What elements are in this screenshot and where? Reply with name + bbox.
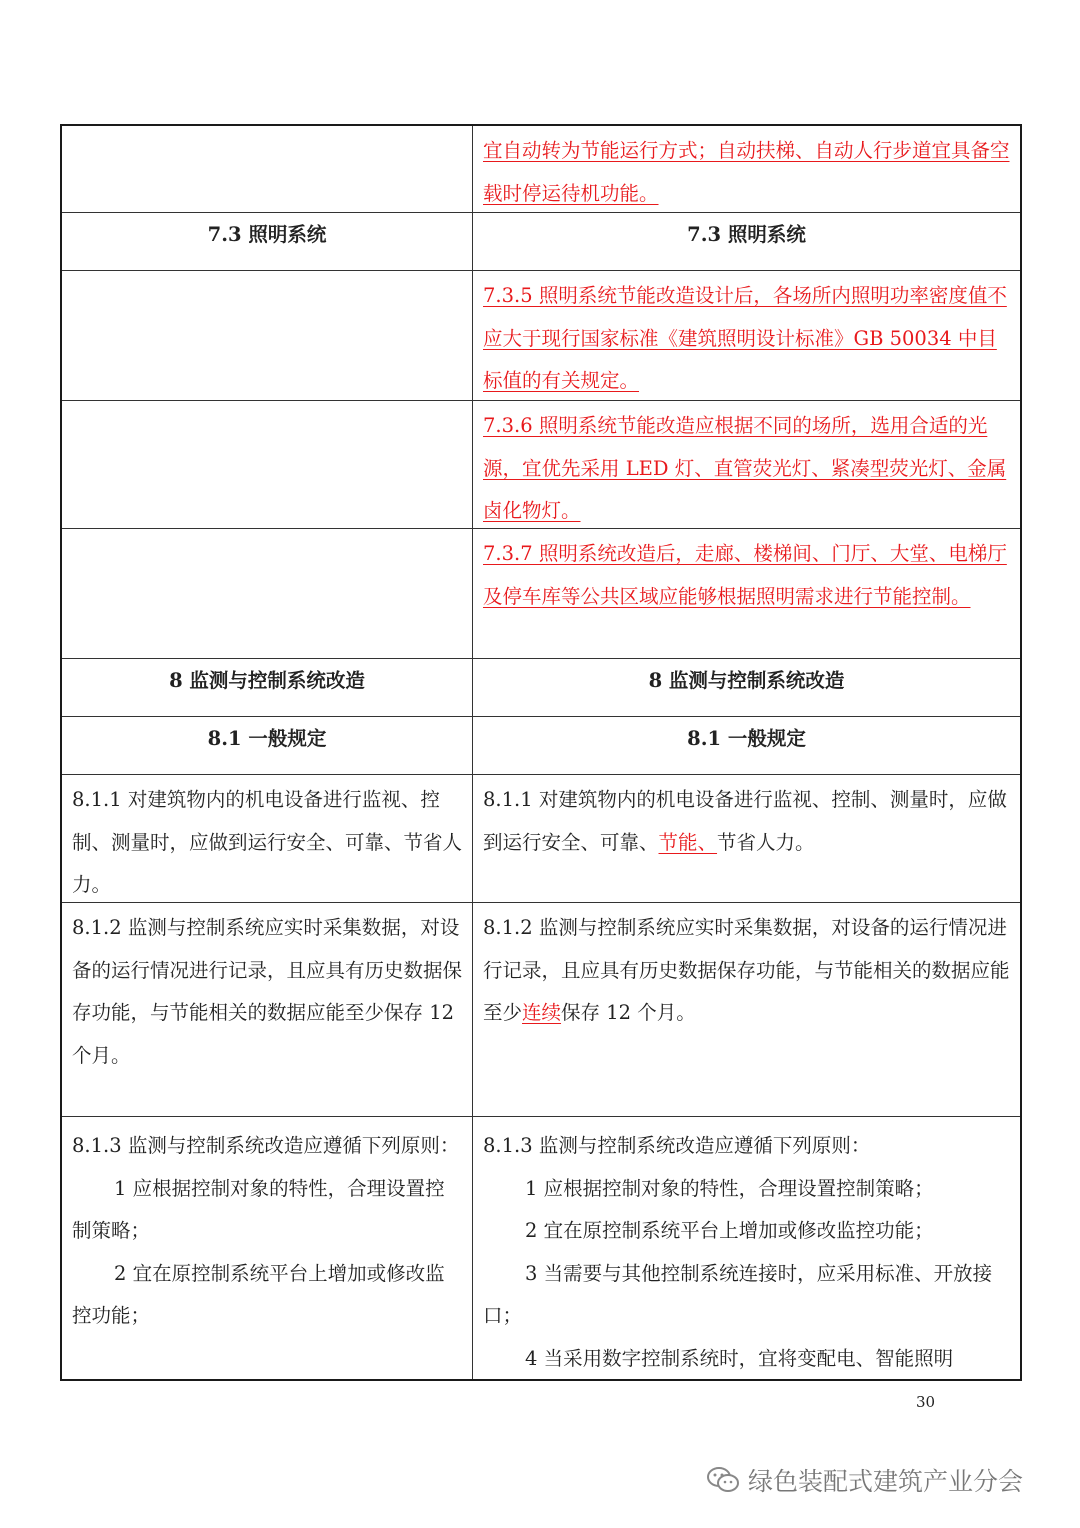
table-row (62, 528, 1020, 658)
right-heading: 8 监测与控制系统改造 (648, 669, 845, 692)
revision-insert: 节能、 (658, 830, 718, 854)
revision-insert: 连续 (522, 1001, 562, 1024)
table-row (62, 774, 1020, 902)
left-cell (62, 126, 473, 212)
right-cell: 7.3.5 照明系统节能改造设计后，各场所内照明功率密度值不应大于现行国家标准《建筑照明设计标准》GB 50034 中目标值的有关规定。 (483, 284, 1007, 392)
table-row (62, 400, 1020, 528)
watermark-text: 绿色装配式建筑产业分会 (748, 1467, 1024, 1496)
right-heading: 7.3 照明系统 (687, 223, 806, 246)
right-heading: 8.1 一般规定 (687, 727, 806, 750)
right-cell: 8.1.1 对建筑物内的机电设备进行监视、控制、测量时，应做到运行安全、可靠、节能、节省人力。 (483, 788, 1007, 854)
wechat-icon (706, 1465, 740, 1495)
left-cell (62, 271, 473, 400)
section-header-row (62, 658, 1020, 716)
table-row (62, 126, 1020, 212)
comparison-table (60, 124, 1022, 1381)
left-heading: 8 监测与控制系统改造 (62, 659, 473, 716)
right-cell: 宜自动转为节能运行方式；自动扶梯、自动人行步道宜具备空载时停运待机功能。 (483, 139, 1010, 205)
left-cell: 8.1.1 对建筑物内的机电设备进行监视、控制、测量时，应做到运行安全、可靠、节省人力。 (62, 775, 473, 902)
left-heading: 8.1 一般规定 (62, 717, 473, 774)
left-cell (62, 401, 473, 528)
section-header-row (62, 212, 1020, 270)
table-row (62, 270, 1020, 400)
left-heading: 7.3 照明系统 (62, 213, 473, 270)
table-row (62, 902, 1020, 1116)
right-cell: 8.1.2 监测与控制系统应实时采集数据，对设备的运行情况进行记录，且应具有历史数据保存功能，与节能相关的数据应能至少连续保存 12 个月。 (483, 916, 1010, 1024)
right-cell: 7.3.7 照明系统改造后，走廊、楼梯间、门厅、大堂、电梯厅及停车库等公共区域应能够根据照明需求进行节能控制。 (483, 542, 1007, 608)
left-cell (62, 529, 473, 658)
right-cell: 8.1.3 监测与控制系统改造应遵循下列原则： 1 应根据控制对象的特性，合理设置控制策略； 2 宜在原控制系统平台上增加或修改监控功能； 3 当需要与其他控制系统连接时，应采用标准、开放接口； 4 当采用数字控制系统时，宜将变配电、智能照明 (483, 1134, 993, 1370)
section-header-row (62, 716, 1020, 774)
table-row (62, 1116, 1020, 1379)
left-cell: 8.1.2 监测与控制系统应实时采集数据，对设备的运行情况进行记录，且应具有历史数据保存功能，与节能相关的数据应能至少保存 12 个月。 (62, 903, 473, 1116)
left-cell: 8.1.3 监测与控制系统改造应遵循下列原则： 1 应根据控制对象的特性，合理设置控制策略； 2 宜在原控制系统平台上增加或修改监控功能； (62, 1117, 473, 1379)
right-cell: 7.3.6 照明系统节能改造应根据不同的场所，选用合适的光源，宜优先采用 LED 灯、直管荧光灯、紧凑型荧光灯、金属卤化物灯。 (483, 414, 1007, 522)
page-number: 30 (916, 1393, 936, 1411)
watermark (706, 1462, 1023, 1498)
